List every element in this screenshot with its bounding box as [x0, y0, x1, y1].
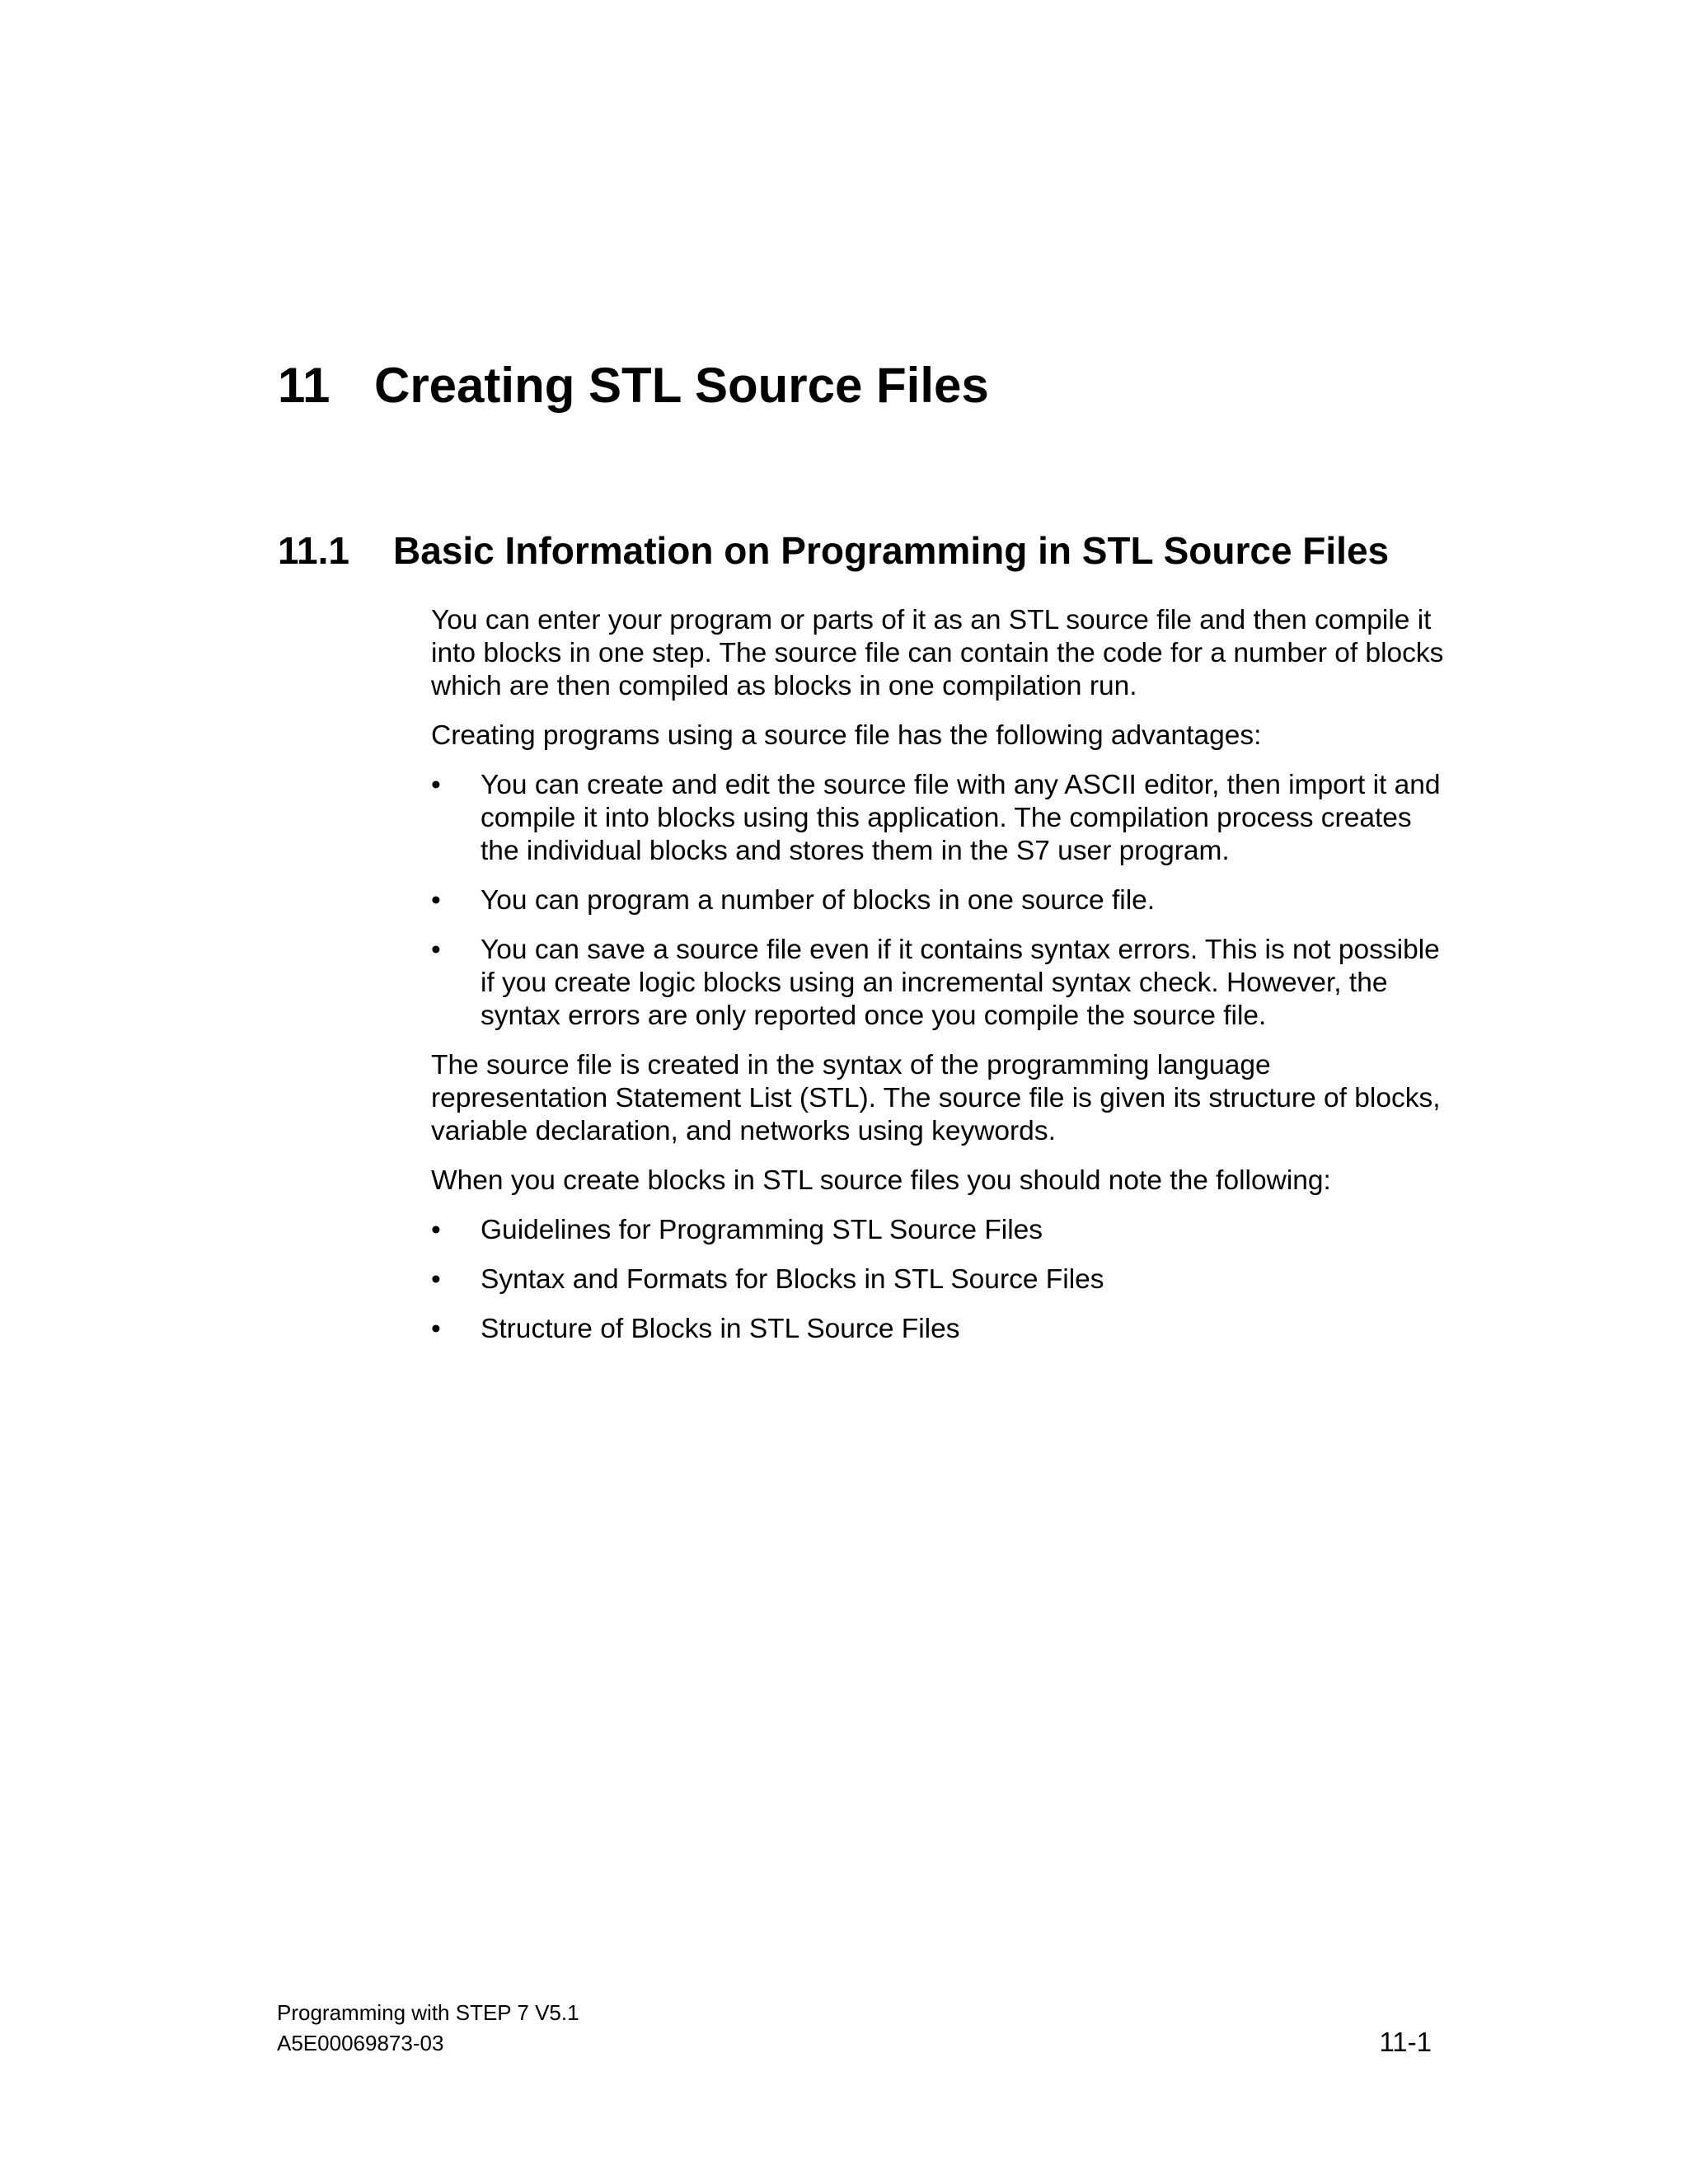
- bullet-icon: •: [431, 935, 441, 965]
- section-number: 11.1: [278, 529, 349, 572]
- advantages-list: [431, 769, 1445, 1033]
- section-heading: [278, 527, 1389, 574]
- list-item: [431, 1313, 1445, 1346]
- list-item-text: You can save a source file even if it contains syntax errors. This is not possible if you create logic blocks using an incremental syntax check. However, the syntax errors are only reported once you compile the source file.: [481, 935, 1440, 1031]
- bullet-icon: •: [431, 770, 441, 800]
- chapter-title: Creating STL Source Files: [374, 358, 989, 413]
- bullet-icon: •: [431, 1314, 441, 1344]
- notes-lead: When you create blocks in STL source files you should note the following:: [431, 1165, 1331, 1196]
- chapter-number: 11: [278, 358, 331, 413]
- bullet-icon: •: [431, 1215, 441, 1245]
- list-item: [431, 769, 1445, 868]
- doc-number: A5E00069873-03: [277, 2031, 444, 2055]
- section-title: Basic Information on Programming in STL Source Files: [393, 529, 1390, 572]
- list-item: [431, 1214, 1445, 1247]
- bullet-icon: •: [431, 885, 441, 916]
- footer-left: [277, 1998, 579, 2059]
- syntax-paragraph: The source file is created in the syntax of the programming language representation Statement List (STL). The source file is given its structure of blocks, variable declaration, and networks using keywords.: [431, 1050, 1441, 1146]
- list-item-text: Guidelines for Programming STL Source Files: [481, 1215, 1043, 1245]
- list-item-text: You can program a number of blocks in one source file.: [481, 885, 1156, 916]
- list-item-text: Syntax and Formats for Blocks in STL Source Files: [481, 1264, 1104, 1295]
- body-text: [431, 604, 1445, 1362]
- list-item: [431, 884, 1445, 917]
- advantages-lead: Creating programs using a source file has the following advantages:: [431, 720, 1262, 751]
- page-number: 11-1: [1379, 2027, 1432, 2057]
- bullet-icon: •: [431, 1264, 441, 1295]
- chapter-heading: [278, 356, 989, 415]
- notes-list: [431, 1214, 1445, 1346]
- list-item-text: You can create and edit the source file with any ASCII editor, then import it and compile it into blocks using this application. The compilation process creates the individual blocks and stores them in the S7 user program.: [481, 770, 1441, 866]
- list-item-text: Structure of Blocks in STL Source Files: [481, 1314, 960, 1344]
- intro-paragraph: You can enter your program or parts of it as an STL source file and then compile it into blocks in one step. The source file can contain the code for a number of blocks which are then compiled as blocks in one compilation run.: [431, 605, 1444, 701]
- list-item: [431, 1263, 1445, 1296]
- list-item: [431, 934, 1445, 1033]
- manual-title: Programming with STEP 7 V5.1: [277, 2000, 579, 2025]
